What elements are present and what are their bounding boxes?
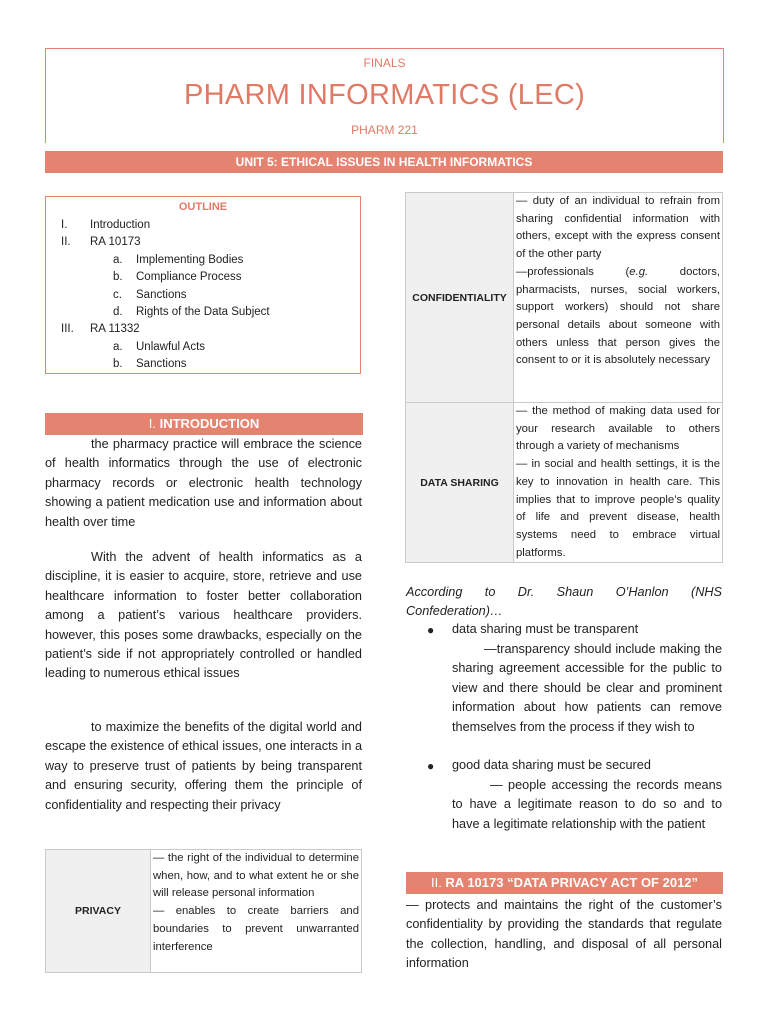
confidentiality-definition: — duty of an individual to refrain from sharing confidential information with others, except with the express consent of the other party —professionals (e.g. doctors, pharmacists, nurses, social workers, support workers) should not share personal details about someone with others unless that person gives the consent to or it is absolutely necessary — [514, 193, 723, 403]
privacy-definition: — the right of the individual to determine when, how, and to what extent he or she will release personal information — enables to create barriers and boundaries to prevent unwarranted interference — [151, 850, 362, 973]
outline-item: I. Introduction — [61, 219, 151, 231]
bullet-icon: ● — [427, 623, 435, 637]
bullet-item: good data sharing must be secured — [452, 758, 651, 772]
privacy-table — [45, 849, 362, 973]
quote-attribution: According to Dr. Shaun O’Hanlon (NHS Confederation)… — [406, 585, 722, 619]
outline-subitem: c. Sanctions — [113, 289, 187, 301]
privacy-term: PRIVACY — [46, 850, 151, 973]
intro-paragraph-1: the pharmacy practice will embrace the science of health informatics through the use of electronic pharmacy records or electronic health technology showing a patient medication use and information about health over time — [45, 437, 362, 529]
data-sharing-definition: — the method of making data used for your research available to others through a variety of mechanisms — in social and health settings, it is the key to innovation in health care. This implies that to improve people’s quality of life and prevent disease, health systems need to embrace virtual platforms. — [514, 403, 723, 563]
document-title: PHARM INFORMATICS (LEC) — [183, 79, 586, 111]
ra10173-heading: II. RA 10173 “DATA PRIVACY ACT OF 2012” — [406, 872, 723, 894]
outline-subitem: a. Implementing Bodies — [113, 254, 244, 266]
outline-subitem: d. Rights of the Data Subject — [113, 306, 270, 318]
bullet-icon: ● — [427, 759, 435, 773]
outline-subitem: b. Compliance Process — [113, 271, 242, 283]
outline-title: OUTLINE — [178, 201, 228, 213]
outline-box — [45, 196, 361, 374]
outline-item: III. RA 11332 — [61, 323, 140, 335]
ra10173-paragraph: — protects and maintains the right of the customer’s confidentiality by providing the standards that regulate the collection, handling, and disposal of all personal information — [406, 898, 722, 971]
definitions-table — [405, 192, 723, 563]
bullet-item: data sharing must be transparent — [452, 622, 639, 636]
bullet-subtext: — people accessing the records means to have a legitimate reason to do so and to have a legitimate relationship with the patient — [452, 778, 722, 831]
outline-item: II. RA 10173 — [61, 236, 141, 248]
outline-subitem: b. Sanctions — [113, 358, 187, 370]
data-sharing-term: DATA SHARING — [406, 403, 514, 563]
document-header — [45, 48, 724, 143]
intro-paragraph-3: to maximize the benefits of the digital world and escape the existence of ethical issues, one interacts in a way to preserve trust of patients by being transparent and ensuring security, offering them the principle of confidentiality and respecting their privacy — [45, 720, 362, 812]
bullet-subtext: —transparency should include making the sharing agreement accessible for the public to view and there should be clear and prominent information about how patients can remove themselves from the process if they wish to — [452, 642, 722, 734]
intro-paragraph-2: With the advent of health informatics as a discipline, it is easier to acquire, store, retrieve and use healthcare information to foster better collaboration among a patient’s various healthcare providers. however, this poses some drawbacks, especially on the patient’s side if not appropriately controlled or handled leading to numerous ethical issues — [45, 550, 362, 681]
course-code: PHARM 221 — [351, 123, 418, 137]
outline-subitem: a. Unlawful Acts — [113, 341, 206, 353]
unit-title-bar: UNIT 5: ETHICAL ISSUES IN HEALTH INFORMATICS — [45, 151, 723, 173]
exam-label: FINALS — [363, 56, 406, 70]
introduction-heading: I. INTRODUCTION — [45, 413, 363, 435]
confidentiality-term: CONFIDENTIALITY — [406, 193, 514, 403]
